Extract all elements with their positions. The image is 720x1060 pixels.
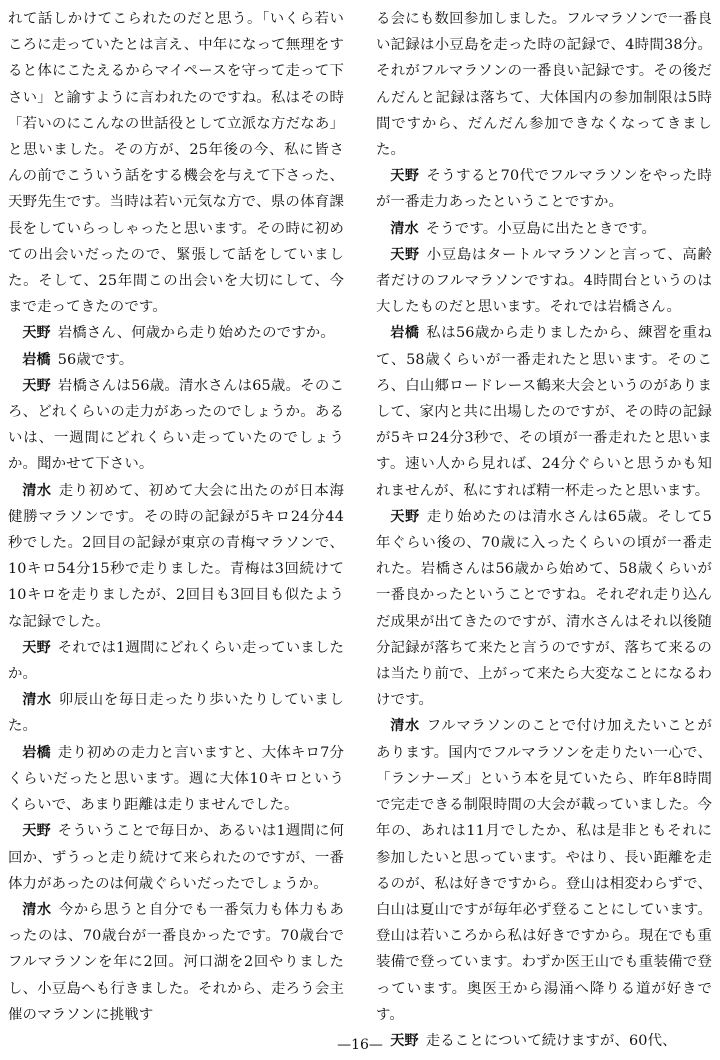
dialogue-text: 卯辰山を毎日走ったり歩いたりしていました。 — [8, 692, 344, 735]
speaker-name: 岩橋 — [22, 351, 51, 368]
dialogue-line — [8, 347, 344, 373]
speaker-name: 天野 — [22, 823, 51, 840]
dialogue-text: 走り始めたのは清水さんは65歳。そして5年ぐらい後の、70歳に入ったくらいの頃が一番走れた。岩橋さんは56歳から始めて、58歳くらいが一番良かったということですね。それぞれ走り込んだ成果が出てきたのですが、清水さんはそれ以後随分記録が落ちて来たと言うのですが、落ちて来るのは当たり前で、上がって来たら大変なことになるわけです。 — [376, 508, 712, 709]
dialogue-text: 56歳です。 — [57, 351, 134, 368]
speaker-name: 天野 — [22, 377, 51, 394]
dialogue-text: そうすると70代でフルマラソンをやった時が一番走力あったということですか。 — [376, 168, 712, 211]
dialogue-text: 小豆島はタートルマラソンと言って、高齢者だけのフルマラソンですね。4時間台というのは大したものだと思います。それでは岩橋さん。 — [376, 246, 712, 316]
dialogue-line — [8, 373, 344, 478]
speaker-name: 清水 — [22, 482, 52, 499]
speaker-name: 天野 — [22, 325, 51, 342]
dialogue-text: 今から思うと自分でも一番気力も体力もあったのは、70歳台が一番良かったです。70歳台でフルマラソンを年に2回。河口湖を2回やりましたし、小豆島へも行きました。それから、走ろう会主催のマラソンに挑戦す — [8, 901, 344, 1023]
dialogue-line — [376, 504, 712, 714]
dialogue-line — [376, 242, 712, 321]
speaker-name: 天野 — [390, 246, 420, 263]
speaker-name: 岩橋 — [22, 744, 51, 761]
dialogue-text: 走ることについて続けますが、60代、 — [425, 1032, 677, 1049]
speaker-name: 天野 — [22, 639, 51, 656]
speaker-name: 岩橋 — [390, 325, 420, 342]
speaker-name: 清水 — [22, 692, 52, 709]
dialogue-line — [8, 687, 344, 739]
speaker-name: 清水 — [390, 718, 420, 735]
paragraph: れて話しかけてこられたのだと思う。「いくら若いころに走っていたとは言え、中年になって無理をすると体にこたえるからマイペースを守って走って下さい」と諭すように言われたのですね。私はその時「若いのにこんなの世話役として立派な方だなあ」と思いました。その方が、25年後の今、私に皆さんの前でこういう話をする機会を与えて下さった、天野先生です。当時は若い元気な方で、県の体育課長をしていらっしゃったと思います。その時に初めての出会いだったので、緊張して話をしていました。そして、25年間この出会いを大切にして、今まで走ってきたのです。 — [8, 11, 344, 316]
dialogue-line — [8, 818, 344, 897]
dialogue-line — [376, 713, 712, 1027]
dialogue-text: そうです。小豆島に出たときです。 — [425, 220, 657, 237]
dialogue-line — [8, 635, 344, 687]
dialogue-text: フルマラソンのことで付け加えたいことがあります。国内でフルマラソンを走りたい一心で、「ランナーズ」という本を見ていたら、昨年8時間で完走できる制限時間の大会が載っていました。今年の、あれは11月でしたか、私は是非ともそれに参加したいと思っています。やはり、長い距離を走るのが、私は好きですから。登山は相変わらずで、白山は夏山ですが毎年必ず登ることにしています。登山は若いころから私は好きですから。現在でも重装備で登っています。わずか医王山でも重装備で登っています。奥医王から湯涌へ降りる道が好きです。 — [376, 718, 712, 1023]
dialogue-text: それでは1週間にどれくらい走っていましたか。 — [8, 639, 344, 683]
dialogue-text: 私は56歳から走りましたから、練習を重ねて、58歳くらいが一番走れたと思います。そのころ、白山郷ロードレース鶴来大会というのがありまして、家内と共に出場したのですが、その時の記録が5キロ24分3秒で、その頃が一番走れたと思います。速い人から見れば、24分ぐらいと思うかも知れませんが、私にすれば精一杯走ったと思います。 — [376, 325, 712, 499]
dialogue-line — [8, 897, 344, 1028]
paragraph: る会にも数回参加しました。フルマラソンで一番良い記録は小豆島を走った時の記録で、4時間38分。それがフルマラソンの一番良い記録です。その後だんだんと記録は落ちて、大体国内の参加制限は5時間ですから、だんだん参加できなくなってきました。 — [376, 11, 712, 159]
dialogue-text: 走り初めて、初めて大会に出たのが日本海健勝マラソンです。その時の記録が5キロ24分44秒でした。2回目の記録が東京の青梅マラソンで、10キロ54分15秒で走りました。青梅は3回続けて10キロを走りましたが、2回目も3回目も似たような記録でした。 — [8, 482, 344, 630]
left-column — [8, 6, 344, 1028]
dialogue-line — [8, 478, 344, 635]
dialogue-line — [376, 163, 712, 215]
speaker-name: 清水 — [390, 220, 419, 237]
dialogue-line — [8, 740, 344, 819]
dialogue-text: そういうことで毎日か、あるいは1週間に何回か、ずうっと走り続けて来られたのですが、一番体力があったのは何歳ぐらいだったでしょうか。 — [8, 823, 344, 892]
speaker-name: 天野 — [390, 508, 420, 525]
right-column — [376, 6, 712, 1054]
speaker-name: 天野 — [390, 1032, 419, 1049]
dialogue-text: 岩橋さん、何歳から走り始めたのですか。 — [57, 325, 335, 342]
dialogue-line — [376, 216, 712, 242]
page-number: —16— — [337, 1037, 383, 1053]
dialogue-line — [8, 320, 344, 346]
dialogue-text: 走り初めの走力と言いますと、大体キロ7分くらいだったと思います。週に大体10キロというくらいで、あまり距離は走りませんでした。 — [8, 744, 344, 814]
dialogue-text: 岩橋さんは56歳。清水さんは65歳。そのころ、どれくらいの走力があったのでしょうか。あるいは、一週間にどれくらい走っていたのでしょうか。聞かせて下さい。 — [8, 377, 344, 473]
speaker-name: 天野 — [390, 168, 420, 185]
dialogue-line — [376, 320, 712, 503]
speaker-name: 清水 — [22, 901, 52, 918]
